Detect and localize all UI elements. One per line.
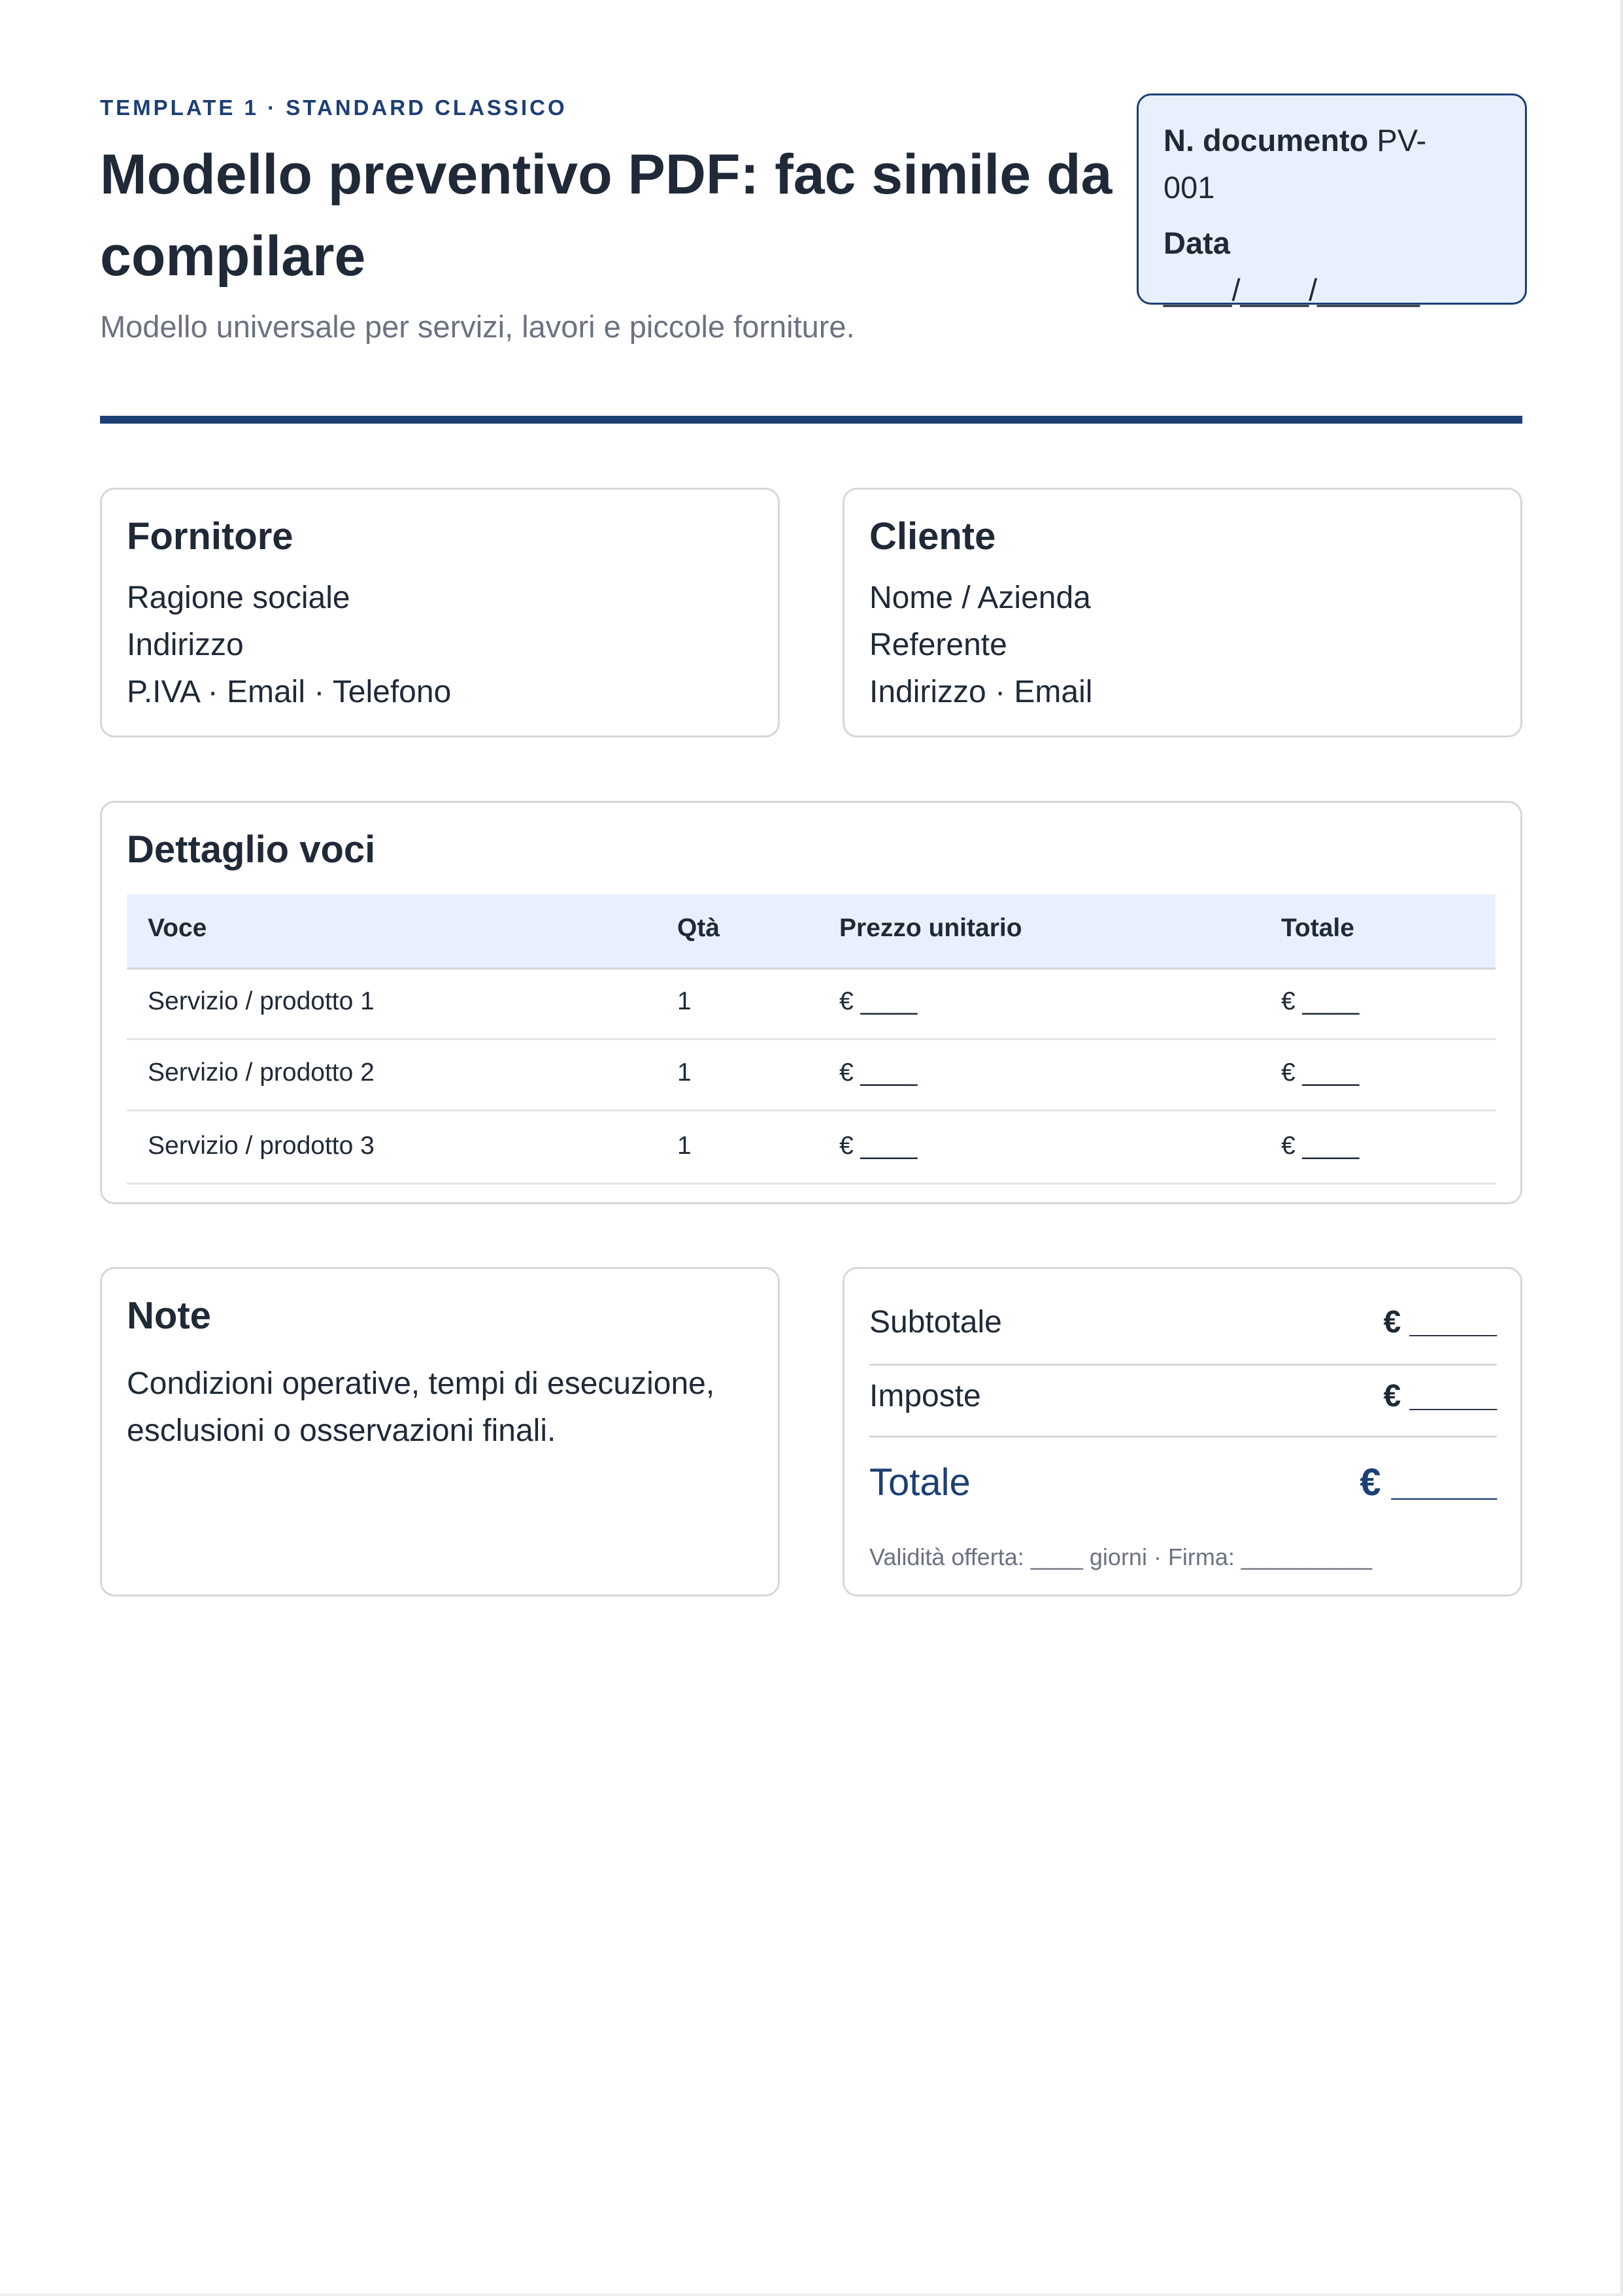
- document-date: [1163, 220, 1471, 314]
- supplier-contacts[interactable]: P.IVA · Email · Telefono: [127, 675, 452, 709]
- document-number-label: N. documento: [1163, 123, 1369, 158]
- document-date-label: Data: [1163, 226, 1230, 260]
- table-row: [127, 1112, 1496, 1185]
- subtotal-row: [869, 1302, 1497, 1366]
- row-qty[interactable]: 1: [677, 987, 692, 1015]
- client-card: [843, 488, 1522, 737]
- total-row: [869, 1436, 1497, 1527]
- supplier-company-name[interactable]: Ragione sociale: [127, 581, 350, 615]
- table-row: [127, 968, 1496, 1040]
- row-unit-price[interactable]: € ____: [839, 1058, 918, 1087]
- supplier-title: Fornitore: [127, 515, 293, 558]
- items-card: [100, 801, 1522, 1204]
- header-divider: [100, 416, 1522, 424]
- client-referent[interactable]: Referente: [869, 628, 1007, 662]
- row-item[interactable]: Servizio / prodotto 1: [148, 987, 375, 1015]
- template-eyebrow: TEMPLATE 1 · STANDARD CLASSICO: [100, 95, 567, 120]
- taxes-label: Imposte: [869, 1379, 981, 1413]
- row-unit-price[interactable]: € ____: [839, 1132, 918, 1160]
- row-qty[interactable]: 1: [677, 1058, 692, 1087]
- table-row: [127, 1039, 1496, 1111]
- table-header: [127, 894, 1496, 970]
- summary-card: [843, 1267, 1522, 1596]
- client-title: Cliente: [869, 515, 996, 558]
- taxes-row: [869, 1364, 1497, 1438]
- taxes-value[interactable]: € _____: [1383, 1379, 1497, 1413]
- row-item[interactable]: Servizio / prodotto 2: [148, 1058, 375, 1087]
- document-number: [1163, 117, 1471, 211]
- page-bottom-edge: [0, 2293, 1623, 2296]
- supplier-lines: [127, 575, 451, 716]
- validity-signature[interactable]: Validità offerta: ____ giorni · Firma: __________: [869, 1544, 1373, 1570]
- column-header-total: Totale: [1281, 914, 1354, 942]
- column-header-qty: Qtà: [677, 914, 720, 942]
- page-title: Modello preventivo PDF: fac simile da compilare: [100, 143, 1113, 288]
- items-title: Dettaglio voci: [127, 828, 376, 871]
- notes-title: Note: [127, 1294, 211, 1337]
- subtotal-value[interactable]: € _____: [1383, 1305, 1497, 1340]
- total-value[interactable]: € _____: [1360, 1461, 1497, 1504]
- document-number-value[interactable]: PV-001: [1163, 123, 1427, 205]
- row-item[interactable]: Servizio / prodotto 3: [148, 1132, 375, 1160]
- column-header-voce: Voce: [148, 914, 207, 942]
- row-qty[interactable]: 1: [677, 1132, 692, 1160]
- notes-card: [100, 1267, 780, 1596]
- row-total[interactable]: € ____: [1281, 1132, 1360, 1160]
- column-header-unit-price: Prezzo unitario: [839, 914, 1022, 942]
- supplier-card: [100, 488, 780, 737]
- supplier-address[interactable]: Indirizzo: [127, 628, 244, 662]
- notes-text[interactable]: Condizioni operative, tempi di esecuzione, esclusioni o osservazioni finali.: [127, 1366, 715, 1448]
- client-name[interactable]: Nome / Azienda: [869, 581, 1091, 615]
- page-subtitle: Modello universale per servizi, lavori e piccole forniture.: [100, 309, 855, 344]
- client-address-email[interactable]: Indirizzo · Email: [869, 675, 1093, 709]
- row-unit-price[interactable]: € ____: [839, 987, 918, 1015]
- page-edge: [1620, 0, 1623, 2296]
- row-total[interactable]: € ____: [1281, 1058, 1360, 1087]
- row-total[interactable]: € ____: [1281, 987, 1360, 1015]
- document-info-box: [1137, 93, 1527, 305]
- document-date-value[interactable]: ____/____/______: [1163, 273, 1420, 307]
- total-label: Totale: [869, 1461, 971, 1504]
- subtotal-label: Subtotale: [869, 1305, 1002, 1340]
- client-lines: [869, 575, 1092, 716]
